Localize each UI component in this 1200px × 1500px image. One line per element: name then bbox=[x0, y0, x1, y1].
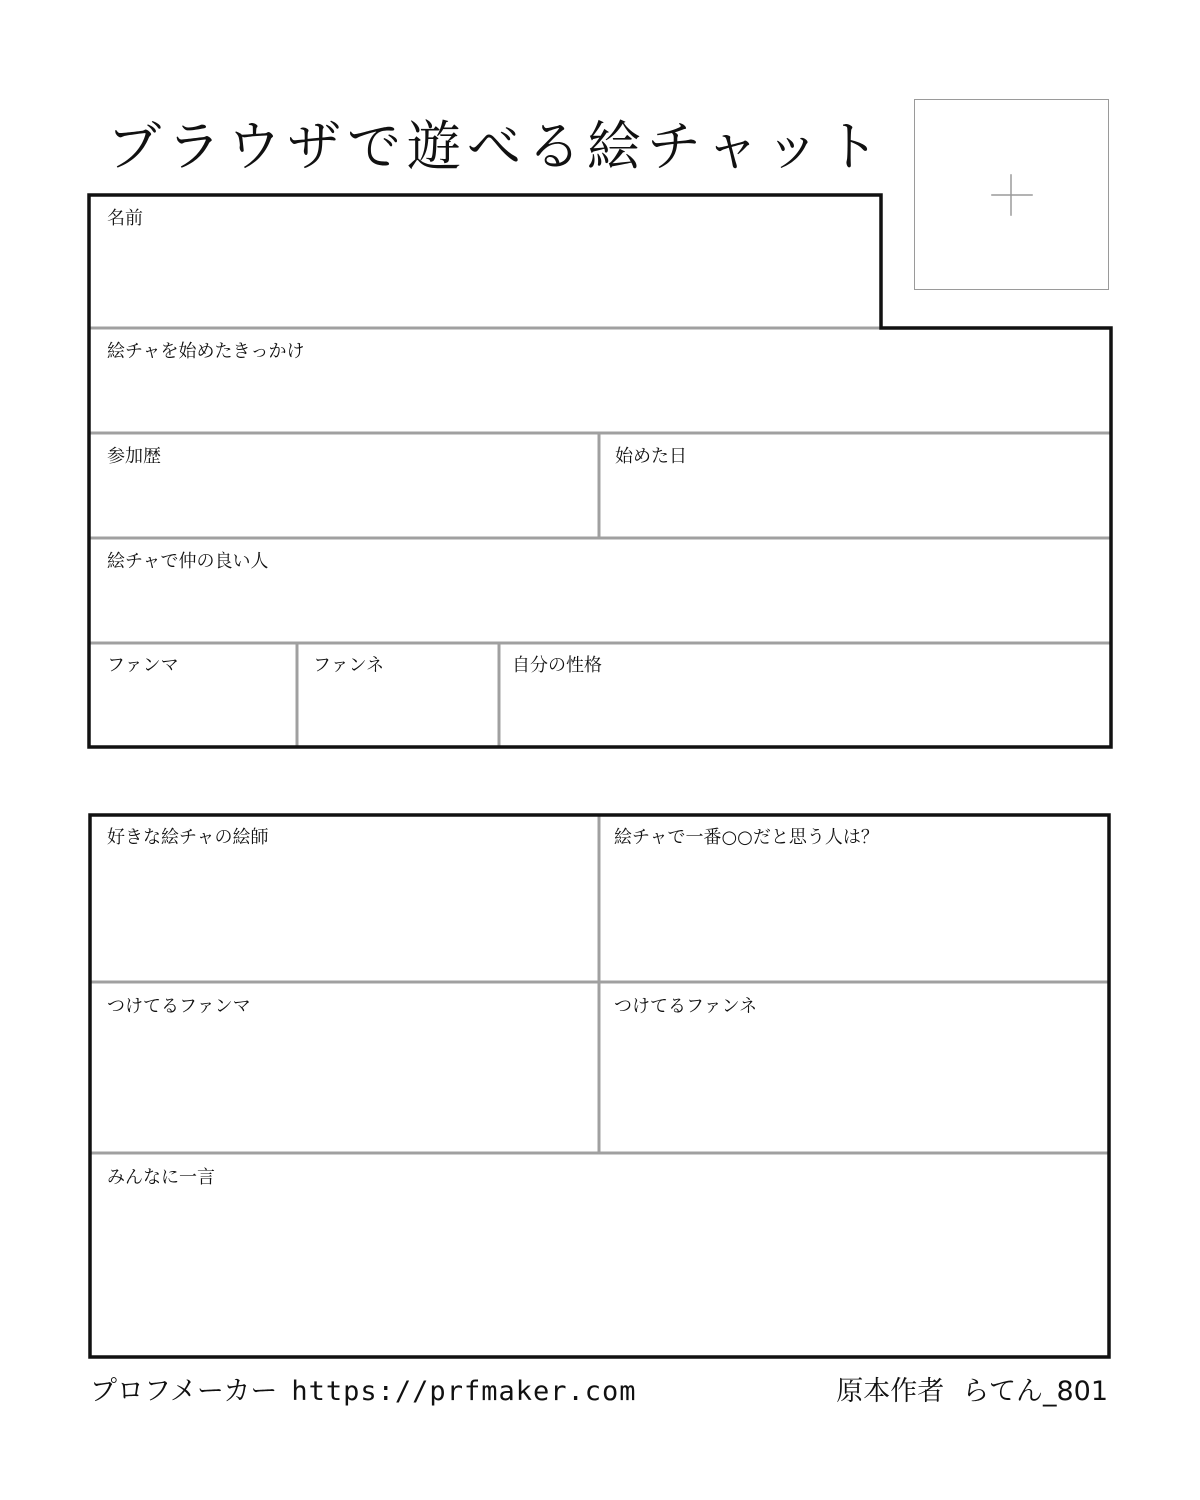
personality-field[interactable] bbox=[494, 643, 1109, 746]
fanname-field[interactable] bbox=[295, 643, 498, 746]
footer-maker bbox=[90, 1374, 637, 1410]
my-fanmark-field[interactable] bbox=[89, 984, 598, 1152]
fanname-label: ファンネ bbox=[313, 655, 385, 676]
history-label: 参加歴 bbox=[107, 446, 161, 467]
page-title: ブラウザで遊べる絵チャット bbox=[107, 115, 886, 178]
start-date-field[interactable] bbox=[597, 434, 1109, 537]
name-label: 名前 bbox=[107, 208, 143, 229]
footer-author bbox=[836, 1374, 1108, 1410]
start-date-label: 始めた日 bbox=[615, 446, 687, 467]
my-fanname-label: つけてるファンネ bbox=[614, 996, 758, 1017]
reason-label: 絵チャを始めたきっかけ bbox=[107, 341, 305, 362]
most-person-label: 絵チャで一番○○だと思う人は？ bbox=[614, 827, 879, 848]
message-label: みんなに一言 bbox=[107, 1167, 215, 1188]
friends-field[interactable] bbox=[89, 539, 1109, 642]
most-person-field[interactable] bbox=[596, 815, 1108, 981]
fanmark-label: ファンマ bbox=[107, 655, 179, 676]
message-field[interactable] bbox=[89, 1155, 1108, 1355]
maker-url-link[interactable]: https://prfmaker.com bbox=[291, 1376, 637, 1407]
friends-label: 絵チャで仲の良い人 bbox=[107, 551, 269, 572]
my-fanname-field[interactable] bbox=[596, 984, 1108, 1152]
author-name: らてん_801 bbox=[962, 1376, 1108, 1407]
author-label: 原本作者 bbox=[836, 1376, 945, 1407]
name-field[interactable] bbox=[89, 196, 879, 327]
fanmark-field[interactable] bbox=[89, 643, 296, 746]
my-fanmark-label: つけてるファンマ bbox=[107, 996, 251, 1017]
favorite-artist-label: 好きな絵チャの絵師 bbox=[107, 827, 269, 848]
reason-field[interactable] bbox=[89, 329, 1109, 432]
history-field[interactable] bbox=[89, 434, 598, 537]
favorite-artist-field[interactable] bbox=[89, 815, 598, 981]
maker-label: プロフメーカー bbox=[90, 1376, 278, 1407]
personality-label: 自分の性格 bbox=[512, 655, 602, 676]
